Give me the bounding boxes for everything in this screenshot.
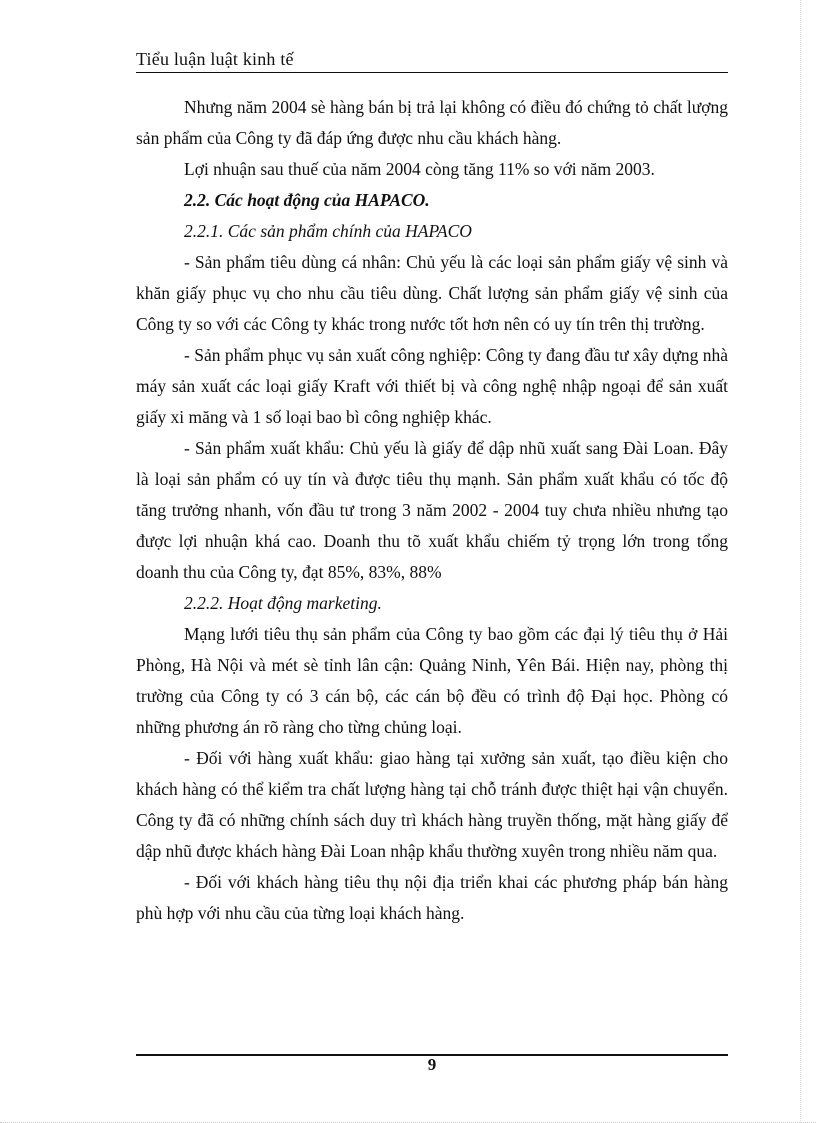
paragraph-domestic-customers: - Đối với khách hàng tiêu thụ nội địa triển khai các phương pháp bán hàng phù hợp với nhu cầu của từng loại khách hàng. <box>136 872 728 923</box>
paragraph-returns: Nhưng năm 2004 sè hàng bán bị trả lại không có điều đó chứng tỏ chất lượng sản phẩm của Công ty đã đáp ứng được nhu cầu khách hàng. <box>136 97 728 148</box>
document-body <box>136 92 728 929</box>
paragraph-consumer-products: - Sản phẩm tiêu dùng cá nhân: Chủ yếu là các loại sản phẩm giấy vệ sinh và khăn giấy phục vụ cho nhu cầu tiêu dùng. Chất lượng sản phẩm giấy vệ sinh của Công ty so với các Công ty khác trong nước tốt hơn nên có uy tín trên thị trường. <box>136 252 728 334</box>
subsection-heading-marketing: 2.2.2. Hoạt động marketing. <box>184 593 382 613</box>
running-header: Tiểu luận luật kinh tế <box>136 49 294 69</box>
section-heading-activities: 2.2. Các hoạt động của HAPACO. <box>184 190 430 210</box>
paragraph-export-products: - Sản phẩm xuất khẩu: Chủ yếu là giấy để dập nhũ xuất sang Đài Loan. Đây là loại sản phẩm có uy tín và được tiêu thụ mạnh. Sản phẩm xuất khẩu có tốc độ tăng trưởng nhanh, vốn đầu tư trong 3 năm 2002 - 2004 tuy chưa nhiều nhưng tạo được lợi nhuận khá cao. Doanh thu tõ xuất khẩu chiếm tỷ trọng lớn trong tổng doanh thu của Công ty, đạt 85%, 83%, 88% <box>136 438 728 582</box>
paragraph-export-customers: - Đối với hàng xuất khẩu: giao hàng tại xưởng sản xuất, tạo điều kiện cho khách hàng có thể kiểm tra chất lượng hàng tại chỗ tránh được thiệt hại vận chuyển. Công ty đã có những chính sách duy trì khách hàng truyền thống, mặt hàng giấy để dập nhũ được khách hàng Đài Loan nhập khẩu thường xuyên trong nhiều năm qua. <box>136 748 728 861</box>
paragraph-profit: Lợi nhuận sau thuế của năm 2004 còng tăng 11% so với năm 2003. <box>184 159 655 179</box>
page-number: 9 <box>427 1055 437 1074</box>
page-right-edge <box>800 0 801 1123</box>
paragraph-industrial-products: - Sản phẩm phục vụ sản xuất công nghiệp: Công ty đang đầu tư xây dựng nhà máy sản xuất các loại giấy Kraft với thiết bị và công nghệ nhập ngoại để sản xuất giấy xi măng và 1 số loại bao bì công nghiệp khác. <box>136 345 728 427</box>
subsection-heading-products: 2.2.1. Các sản phẩm chính của HAPACO <box>184 221 472 241</box>
paragraph-distribution-network: Mạng lưới tiêu thụ sản phẩm của Công ty bao gồm các đại lý tiêu thụ ở Hải Phòng, Hà Nội và mét sè tỉnh lân cận: Quảng Ninh, Yên Bái. Hiện nay, phòng thị trường của Công ty có 3 cán bộ, các cán bộ đều có trình độ Đại học. Phòng có những phương án rõ ràng cho từng chủng loại. <box>136 624 728 737</box>
header-divider <box>136 72 728 73</box>
